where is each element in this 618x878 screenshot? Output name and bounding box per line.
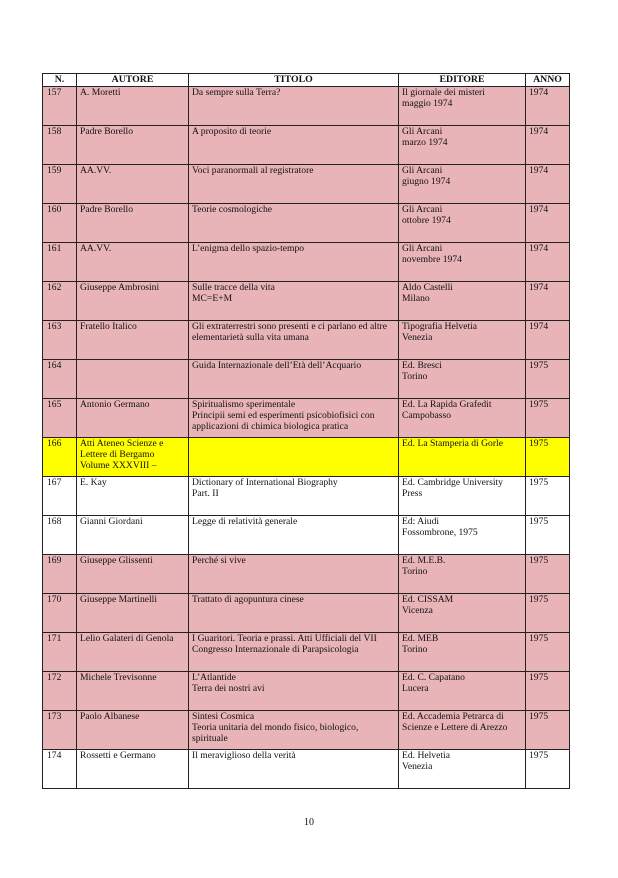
cell-author: Antonio Germano: [77, 399, 189, 438]
cell-number: 161: [43, 243, 77, 282]
table-row: [43, 282, 570, 321]
cell-publisher: Ed: Aiudi Fossombrone, 1975: [399, 516, 526, 555]
table-row: [43, 711, 570, 750]
table-row: [43, 516, 570, 555]
cell-number: 173: [43, 711, 77, 750]
cell-author: Michele Trevisonne: [77, 672, 189, 711]
cell-year: 1974: [526, 126, 570, 165]
cell-author: Atti Ateneo Scienze e Lettere di Bergamo Volume XXXVIII –: [77, 438, 189, 477]
table-row: [43, 477, 570, 516]
cell-publisher: Gli Arcani novembre 1974: [399, 243, 526, 282]
table-row: [43, 633, 570, 672]
cell-year: 1975: [526, 672, 570, 711]
table-row: [43, 555, 570, 594]
cell-number: 159: [43, 165, 77, 204]
cell-author: E. Kay: [77, 477, 189, 516]
cell-year: 1975: [526, 477, 570, 516]
cell-number: 166: [43, 438, 77, 477]
cell-number: 158: [43, 126, 77, 165]
cell-number: 162: [43, 282, 77, 321]
cell-year: 1974: [526, 87, 570, 126]
cell-author: Gianni Giordani: [77, 516, 189, 555]
table-row: [43, 360, 570, 399]
table-row: [43, 321, 570, 360]
cell-year: 1974: [526, 165, 570, 204]
cell-year: 1974: [526, 282, 570, 321]
cell-author: Padre Borello: [77, 126, 189, 165]
table-row: [43, 438, 570, 477]
cell-number: 167: [43, 477, 77, 516]
header-year: ANNO: [526, 74, 570, 87]
table-row: [43, 165, 570, 204]
cell-author: Paolo Albanese: [77, 711, 189, 750]
cell-number: 171: [43, 633, 77, 672]
bibliography-table: [42, 73, 570, 789]
header-publisher: EDITORE: [399, 74, 526, 87]
cell-author: AA.VV.: [77, 165, 189, 204]
cell-author: Fratello Italico: [77, 321, 189, 360]
cell-year: 1975: [526, 750, 570, 789]
cell-title: Voci paranormali al registratore: [189, 165, 399, 204]
cell-author: [77, 360, 189, 399]
cell-number: 172: [43, 672, 77, 711]
cell-title: Legge di relatività generale: [189, 516, 399, 555]
cell-number: 160: [43, 204, 77, 243]
cell-number: 164: [43, 360, 77, 399]
cell-year: 1974: [526, 204, 570, 243]
cell-title: Perché si vive: [189, 555, 399, 594]
cell-publisher: Ed. CISSAM Vicenza: [399, 594, 526, 633]
cell-author: Giuseppe Martinelli: [77, 594, 189, 633]
table-row: [43, 672, 570, 711]
cell-number: 157: [43, 87, 77, 126]
cell-year: 1975: [526, 711, 570, 750]
table-row: [43, 87, 570, 126]
cell-publisher: Ed. Bresci Torino: [399, 360, 526, 399]
cell-title: Sintesi Cosmica Teoria unitaria del mondo fisico, biologico, spirituale: [189, 711, 399, 750]
cell-number: 174: [43, 750, 77, 789]
cell-author: Giuseppe Glissenti: [77, 555, 189, 594]
cell-publisher: Ed. La Stamperia di Gorle: [399, 438, 526, 477]
cell-title: Gli extraterrestri sono presenti e ci parlano ed altre elementarietà sulla vita umana: [189, 321, 399, 360]
table-row: [43, 204, 570, 243]
cell-publisher: Ed. Cambridge University Press: [399, 477, 526, 516]
cell-publisher: Il giornale dei misteri maggio 1974: [399, 87, 526, 126]
cell-publisher: Gli Arcani giugno 1974: [399, 165, 526, 204]
cell-publisher: Ed. C. Capatano Lucera: [399, 672, 526, 711]
cell-author: Lelio Galateri di Genola: [77, 633, 189, 672]
table-row: [43, 126, 570, 165]
cell-title: [189, 438, 399, 477]
cell-year: 1975: [526, 555, 570, 594]
cell-number: 165: [43, 399, 77, 438]
cell-publisher: Ed. Helvetia Venezia: [399, 750, 526, 789]
cell-author: A. Moretti: [77, 87, 189, 126]
cell-title: Da sempre sulla Terra?: [189, 87, 399, 126]
cell-year: 1975: [526, 399, 570, 438]
table-row: [43, 399, 570, 438]
cell-publisher: Gli Arcani ottobre 1974: [399, 204, 526, 243]
cell-author: Padre Borello: [77, 204, 189, 243]
cell-title: Trattato di agopuntura cinese: [189, 594, 399, 633]
header-author: AUTORE: [77, 74, 189, 87]
cell-title: I Guaritori. Teoria e prassi. Atti Ufficiali del VII Congresso Internazionale di Parapsicologia: [189, 633, 399, 672]
cell-publisher: Ed. MEB Torino: [399, 633, 526, 672]
cell-author: Giuseppe Ambrosini: [77, 282, 189, 321]
cell-number: 170: [43, 594, 77, 633]
cell-title: L’enigma dello spazio-tempo: [189, 243, 399, 282]
cell-title: Sulle tracce della vita MC=E+M: [189, 282, 399, 321]
cell-year: 1975: [526, 438, 570, 477]
cell-author: AA.VV.: [77, 243, 189, 282]
cell-publisher: Gli Arcani marzo 1974: [399, 126, 526, 165]
cell-title: Il meraviglioso della verità: [189, 750, 399, 789]
cell-publisher: Ed. Accademia Petrarca di Scienze e Lettere di Arezzo: [399, 711, 526, 750]
page-number: 10: [304, 817, 314, 828]
cell-year: 1975: [526, 594, 570, 633]
cell-publisher: Ed. M.E.B. Torino: [399, 555, 526, 594]
cell-title: Spiritualismo sperimentale Principii semi ed esperimenti psicobiofisici con applicazioni di chimica biologica pratica: [189, 399, 399, 438]
header-title: TITOLO: [189, 74, 399, 87]
cell-publisher: Tipografia Helvetia Venezia: [399, 321, 526, 360]
cell-publisher: Ed. La Rapida Grafedit Campobasso: [399, 399, 526, 438]
cell-year: 1975: [526, 516, 570, 555]
table-row: [43, 243, 570, 282]
cell-year: 1974: [526, 243, 570, 282]
cell-title: Dictionary of International Biography Part. II: [189, 477, 399, 516]
cell-number: 168: [43, 516, 77, 555]
cell-year: 1975: [526, 633, 570, 672]
cell-title: A proposito di teorie: [189, 126, 399, 165]
table-row: [43, 594, 570, 633]
cell-year: 1975: [526, 360, 570, 399]
table-header-row: [43, 74, 570, 87]
cell-year: 1974: [526, 321, 570, 360]
table-row: [43, 750, 570, 789]
cell-title: Guida Internazionale dell’Età dell’Acquario: [189, 360, 399, 399]
cell-author: Rossetti e Germano: [77, 750, 189, 789]
cell-number: 169: [43, 555, 77, 594]
cell-title: L’Atlantide Terra dei nostri avi: [189, 672, 399, 711]
header-number: N.: [43, 74, 77, 87]
cell-number: 163: [43, 321, 77, 360]
cell-title: Teorie cosmologiche: [189, 204, 399, 243]
cell-publisher: Aldo Castelli Milano: [399, 282, 526, 321]
